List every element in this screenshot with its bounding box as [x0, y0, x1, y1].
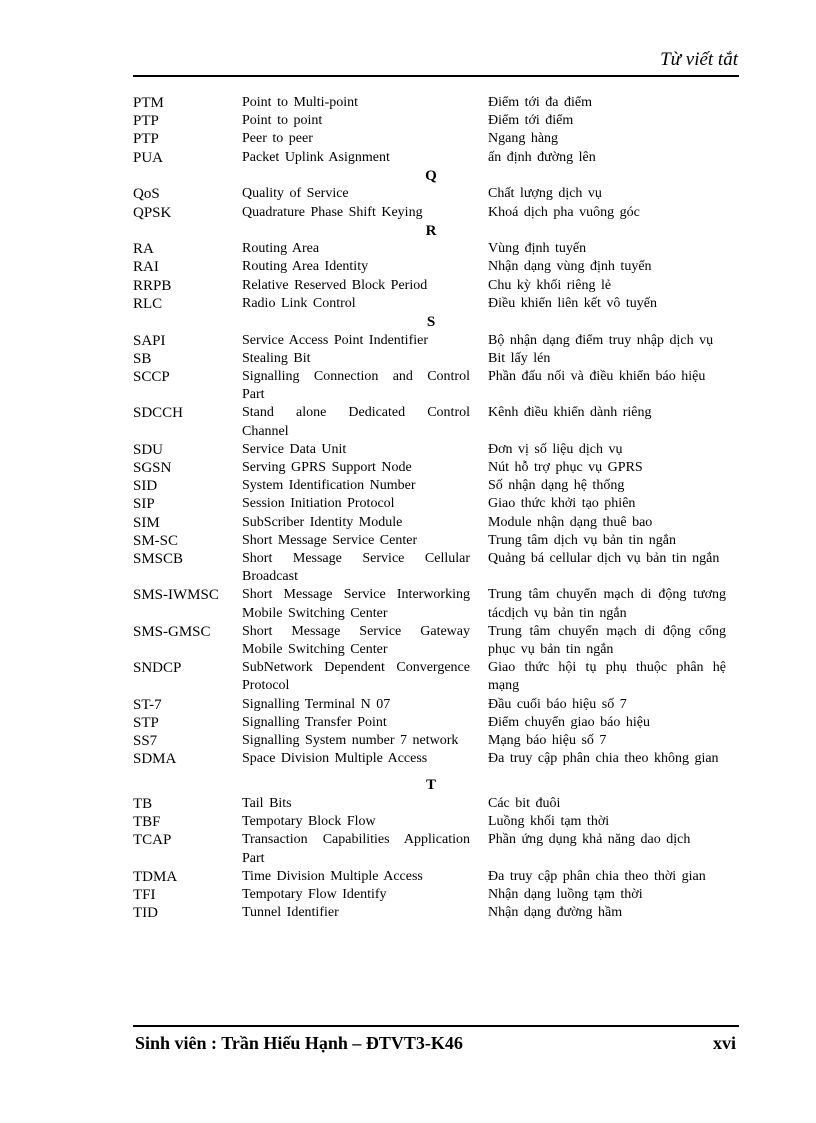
english-expansion: Short Message Service Gateway Mobile Switching Center	[242, 623, 470, 657]
english-expansion: SubScriber Identity Module	[242, 514, 403, 530]
english-expansion: Quality of Service	[242, 186, 349, 202]
abbreviation-term: SMSCB	[133, 550, 184, 567]
vietnamese-translation: Đầu cuối báo hiệu số 7	[488, 696, 627, 712]
abbreviation-row	[133, 550, 739, 586]
abbreviation-row	[133, 904, 739, 922]
english-expansion: Relative Reserved Block Period	[242, 277, 428, 293]
abbreviation-row	[133, 495, 739, 513]
footer-page-number: xvi	[712, 1033, 736, 1053]
english-expansion: Routing Area Identity	[242, 259, 369, 275]
abbreviation-term: SDMA	[133, 751, 177, 768]
abbreviation-row	[133, 750, 739, 768]
vietnamese-translation: Module nhận dạng thuê bao	[488, 514, 653, 530]
abbreviation-term: RAI	[133, 259, 159, 276]
english-expansion: Space Division Multiple Access	[242, 751, 428, 767]
abbreviation-term: TID	[133, 905, 158, 922]
vietnamese-translation: Đơn vị số liệu dịch vụ	[488, 441, 623, 457]
vietnamese-translation: Vùng định tuyến	[488, 241, 587, 257]
vietnamese-translation: Chất lượng dịch vụ	[488, 186, 602, 202]
english-expansion: SubNetwork Dependent Convergence Protocol	[242, 660, 470, 694]
section-letter: Q	[425, 167, 437, 184]
vietnamese-translation: Nhận dạng luồng tạm thời	[488, 886, 643, 902]
header-divider	[133, 75, 739, 77]
abbreviation-term: SS7	[133, 733, 158, 749]
vietnamese-translation: Giao thức khởi tạo phiên	[488, 496, 636, 512]
abbreviation-term: PTP	[133, 113, 159, 130]
vietnamese-translation: Trung tâm chuyển mạch di động cổng phục vụ bản tin ngắn	[488, 623, 726, 657]
vietnamese-translation: Trung tâm chuyển mạch di động tương tácdịch vụ bản tin ngắn	[488, 587, 726, 621]
vietnamese-translation: Các bit đuôi	[488, 795, 561, 811]
english-expansion: Tempotary Flow Identify	[242, 886, 387, 902]
vietnamese-translation: Ngang hàng	[488, 131, 559, 147]
section-letter: T	[425, 777, 436, 794]
english-expansion: System Identification Number	[242, 478, 416, 494]
english-expansion: Routing Area	[242, 241, 320, 257]
abbreviation-term: QPSK	[133, 204, 172, 221]
vietnamese-translation: Giao thức hội tụ phụ thuộc phân hệ mạng	[488, 660, 726, 694]
abbreviation-row	[133, 659, 739, 695]
vietnamese-translation: Quảng bá cellular dịch vụ bản tin ngắn	[488, 550, 720, 566]
english-expansion: Service Data Unit	[242, 441, 347, 457]
abbreviation-row	[133, 623, 739, 659]
vietnamese-translation: Phần đấu nối và điều khiển báo hiệu	[488, 368, 706, 384]
abbreviation-row	[133, 350, 739, 368]
abbreviation-row	[133, 477, 739, 495]
abbreviation-row	[133, 586, 739, 622]
abbreviation-row	[133, 295, 739, 313]
english-expansion: Quadrature Phase Shift Keying	[242, 204, 423, 220]
abbreviation-row	[133, 514, 739, 532]
english-expansion: Signalling Transfer Point	[242, 714, 387, 730]
abbreviation-term: SIM	[133, 514, 160, 531]
english-expansion: Stand alone Dedicated Control Channel	[242, 405, 470, 439]
abbreviation-row	[133, 404, 739, 440]
abbreviation-row	[133, 185, 739, 203]
abbreviation-row	[133, 459, 739, 477]
abbreviation-term: STP	[133, 714, 159, 731]
abbreviation-row	[133, 813, 739, 831]
abbreviation-term: SGSN	[133, 459, 172, 476]
abbreviation-term: SID	[133, 478, 158, 495]
english-expansion: Short Message Service Center	[242, 532, 418, 548]
abbreviation-row	[133, 696, 739, 714]
vietnamese-translation: Đa truy cập phân chia theo thời gian	[488, 868, 706, 884]
english-expansion: Signalling Terminal N 07	[242, 696, 391, 712]
abbreviation-row	[133, 732, 739, 750]
vietnamese-translation: Nhận dạng vùng định tuyến	[488, 259, 652, 275]
vietnamese-translation: Số nhận dạng hệ thống	[488, 478, 625, 494]
abbreviation-term: TCAP	[133, 832, 172, 849]
abbreviation-term: SM-SC	[133, 532, 179, 549]
abbreviation-row	[133, 94, 739, 112]
abbreviation-row	[133, 868, 739, 886]
vietnamese-translation: Điểm chuyển giao báo hiệu	[488, 714, 650, 730]
english-expansion: Radio Link Control	[242, 295, 356, 311]
abbreviation-term: PTM	[133, 95, 164, 111]
section-letter: S	[426, 314, 436, 331]
english-expansion: Service Access Point Indentifier	[242, 332, 429, 348]
vietnamese-translation: ấn định đường lên	[488, 149, 596, 165]
english-expansion: Stealing Bit	[242, 350, 311, 366]
abbreviation-row	[133, 332, 739, 350]
abbreviation-row	[133, 886, 739, 904]
english-expansion: Signalling System number 7 network	[242, 733, 459, 748]
vietnamese-translation: Chu kỳ khối riêng lẻ	[488, 277, 612, 293]
vietnamese-translation: Bit lấy lén	[488, 350, 551, 366]
vietnamese-translation: Trung tâm dịch vụ bản tin ngắn	[488, 532, 677, 548]
abbreviation-term: RA	[133, 241, 154, 258]
abbreviation-term: SNDCP	[133, 660, 182, 677]
vietnamese-translation: Đa truy cập phân chia theo không gian	[488, 751, 719, 767]
english-expansion: Signalling Connection and Control Part	[242, 368, 470, 403]
abbreviation-term: TFI	[133, 886, 156, 903]
abbreviation-row	[133, 258, 739, 276]
vietnamese-translation: Phần ứng dụng khả năng dao dịch	[488, 832, 691, 848]
abbreviation-row	[133, 714, 739, 732]
abbreviation-row	[133, 204, 739, 222]
abbreviation-row	[133, 240, 739, 258]
abbreviation-term: ST-7	[133, 696, 162, 713]
abbreviation-term: TB	[133, 795, 153, 812]
page-header-title: Từ viết tắt	[660, 49, 738, 70]
english-expansion: Tail Bits	[242, 795, 292, 811]
abbreviation-term: SIP	[133, 496, 155, 513]
abbreviation-row	[133, 149, 739, 167]
abbreviation-row	[133, 277, 739, 295]
vietnamese-translation: Khoá dịch pha vuông góc	[488, 204, 640, 220]
abbreviation-term: SDU	[133, 441, 164, 458]
vietnamese-translation: Luồng khối tạm thời	[488, 814, 610, 830]
vietnamese-translation: Mạng báo hiệu số 7	[488, 733, 607, 748]
abbreviation-list	[133, 94, 739, 922]
abbreviation-term: SB	[133, 350, 152, 367]
footer-divider	[133, 1025, 739, 1027]
abbreviation-term: PTP	[133, 131, 159, 148]
abbreviation-term: SAPI	[133, 332, 166, 349]
abbreviation-term: SMS-GMSC	[133, 623, 211, 640]
vietnamese-translation: Nút hỗ trợ phục vụ GPRS	[488, 459, 643, 475]
vietnamese-translation: Điểm tới điểm	[488, 113, 574, 129]
abbreviation-row	[133, 795, 739, 813]
abbreviation-term: RRPB	[133, 277, 172, 294]
english-expansion: Point to point	[242, 113, 323, 129]
footer-author: Sinh viên : Trần Hiếu Hạnh – ĐTVT3-K46	[135, 1033, 463, 1053]
section-letter: R	[425, 222, 437, 239]
vietnamese-translation: Bộ nhận dạng điểm truy nhập dịch vụ	[488, 332, 714, 348]
english-expansion: Session Initiation Protocol	[242, 496, 395, 512]
abbreviation-term: RLC	[133, 295, 163, 312]
abbreviation-term: TBF	[133, 814, 161, 831]
abbreviation-row	[133, 112, 739, 130]
english-expansion: Short Message Service Cellular Broadcast	[242, 550, 470, 585]
abbreviation-row	[133, 130, 739, 148]
vietnamese-translation: Kênh điều khiển dành riêng	[488, 405, 652, 421]
english-expansion: Short Message Service Interworking Mobile Switching Center	[242, 587, 470, 621]
abbreviation-term: QoS	[133, 186, 160, 203]
abbreviation-term: TDMA	[133, 868, 178, 885]
vietnamese-translation: Nhận dạng đường hầm	[488, 905, 623, 921]
english-expansion: Serving GPRS Support Node	[242, 459, 412, 475]
english-expansion: Tempotary Block Flow	[242, 814, 376, 830]
abbreviation-term: SCCP	[133, 368, 170, 385]
abbreviation-term: SMS-IWMSC	[133, 587, 219, 604]
abbreviation-term: PUA	[133, 149, 164, 166]
abbreviation-row	[133, 441, 739, 459]
english-expansion: Time Division Multiple Access	[242, 868, 423, 884]
vietnamese-translation: Điểm tới đa điểm	[488, 95, 592, 110]
abbreviation-row	[133, 532, 739, 550]
english-expansion: Peer to peer	[242, 131, 313, 147]
abbreviation-row	[133, 831, 739, 867]
abbreviation-term: SDCCH	[133, 405, 184, 422]
english-expansion: Packet Uplink Asignment	[242, 149, 390, 165]
english-expansion: Point to Multi-point	[242, 95, 359, 110]
abbreviation-row	[133, 368, 739, 404]
english-expansion: Tunnel Identifier	[242, 905, 339, 921]
english-expansion: Transaction Capabilities Application Part	[242, 832, 470, 866]
vietnamese-translation: Điều khiển liên kết vô tuyến	[488, 295, 658, 311]
